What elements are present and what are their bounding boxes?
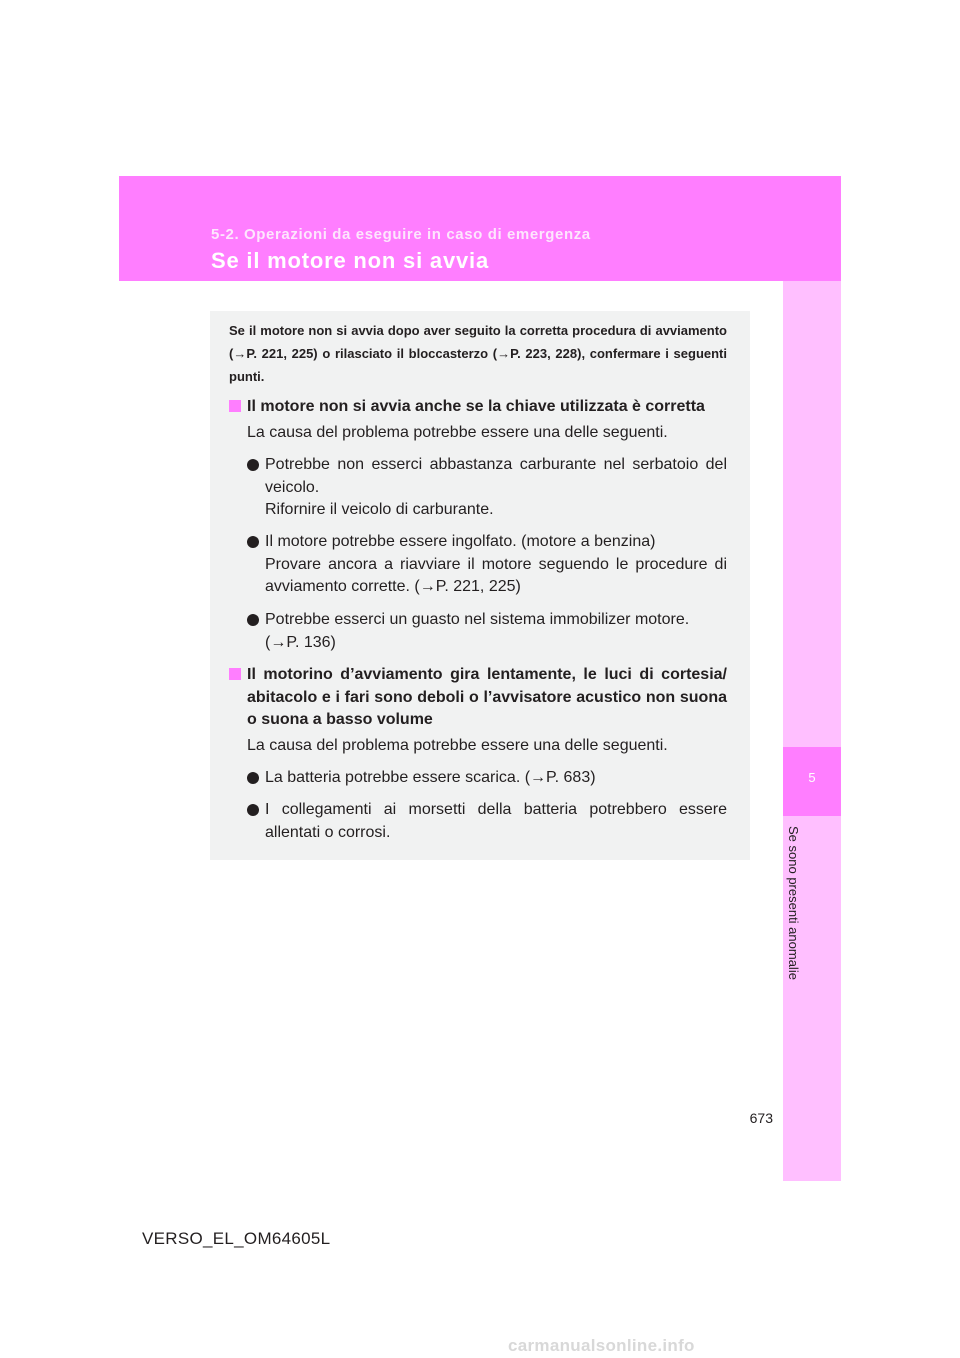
list-item-instruction: Provare ancora a riavviare il motore seguendo le procedure di avviamento corrette. (→P. 221, 225) — [265, 555, 727, 595]
page-title: Se il motore non si avvia — [211, 248, 489, 273]
list-item-instruction: Rifornire il veicolo di carburante. — [265, 501, 494, 518]
bullet-dot-icon — [247, 536, 259, 548]
section-label: 5-2. Operazioni da eseguire in caso di emergenza — [211, 226, 591, 243]
list-item — [247, 609, 727, 654]
chapter-number: 5 — [808, 770, 816, 785]
bullet-dot-icon — [247, 772, 259, 784]
watermark: carmanualsonline.info — [508, 1336, 695, 1355]
list-item — [247, 767, 727, 790]
list-item-text: Potrebbe non esserci abbastanza carburante nel serbatoio del veicolo. — [265, 456, 727, 496]
section-heading-text: Il motorino d’avviamento gira lentamente, le luci di cortesia/ abitacolo e i fari sono deboli o l’avvisatore acustico non suona o suona a basso volume — [247, 666, 727, 728]
list-item-reference: (→P. 136) — [265, 633, 336, 651]
list-item-text: La batteria potrebbe essere scarica. (→P. 683) — [265, 769, 596, 786]
intro-paragraph: Se il motore non si avvia dopo aver seguito la corretta procedura di avviamento (→P. 221, 225) o rilasciato il bloccasterzo (→P. 223, 228), confermare i seguenti punti. — [229, 323, 727, 384]
chapter-label: Se sono presenti anomalie — [786, 826, 801, 980]
page-number: 673 — [749, 1110, 773, 1126]
section-heading — [229, 664, 727, 732]
bullet-dot-icon — [247, 459, 259, 471]
document-code: VERSO_EL_OM64605L — [142, 1229, 331, 1248]
list-item-text: Il motore potrebbe essere ingolfato. (motore a benzina) — [265, 533, 656, 550]
section-lead: La causa del problema potrebbe essere una delle seguenti. — [247, 737, 668, 754]
bullet-dot-icon — [247, 804, 259, 816]
list-item-text: Potrebbe esserci un guasto nel sistema immobilizer motore. — [265, 611, 690, 628]
section-heading — [229, 396, 727, 419]
side-strip — [783, 281, 841, 1181]
square-bullet-icon — [229, 668, 241, 680]
bullet-dot-icon — [247, 614, 259, 626]
list-item — [247, 531, 727, 599]
list-item — [247, 799, 727, 844]
list-item — [247, 454, 727, 522]
square-bullet-icon — [229, 400, 241, 412]
section-lead: La causa del problema potrebbe essere una delle seguenti. — [247, 424, 668, 441]
section-heading-text: Il motore non si avvia anche se la chiave utilizzata è corretta — [247, 398, 705, 415]
list-item-text: I collegamenti ai morsetti della batteria potrebbero essere allentati o corrosi. — [265, 801, 727, 841]
